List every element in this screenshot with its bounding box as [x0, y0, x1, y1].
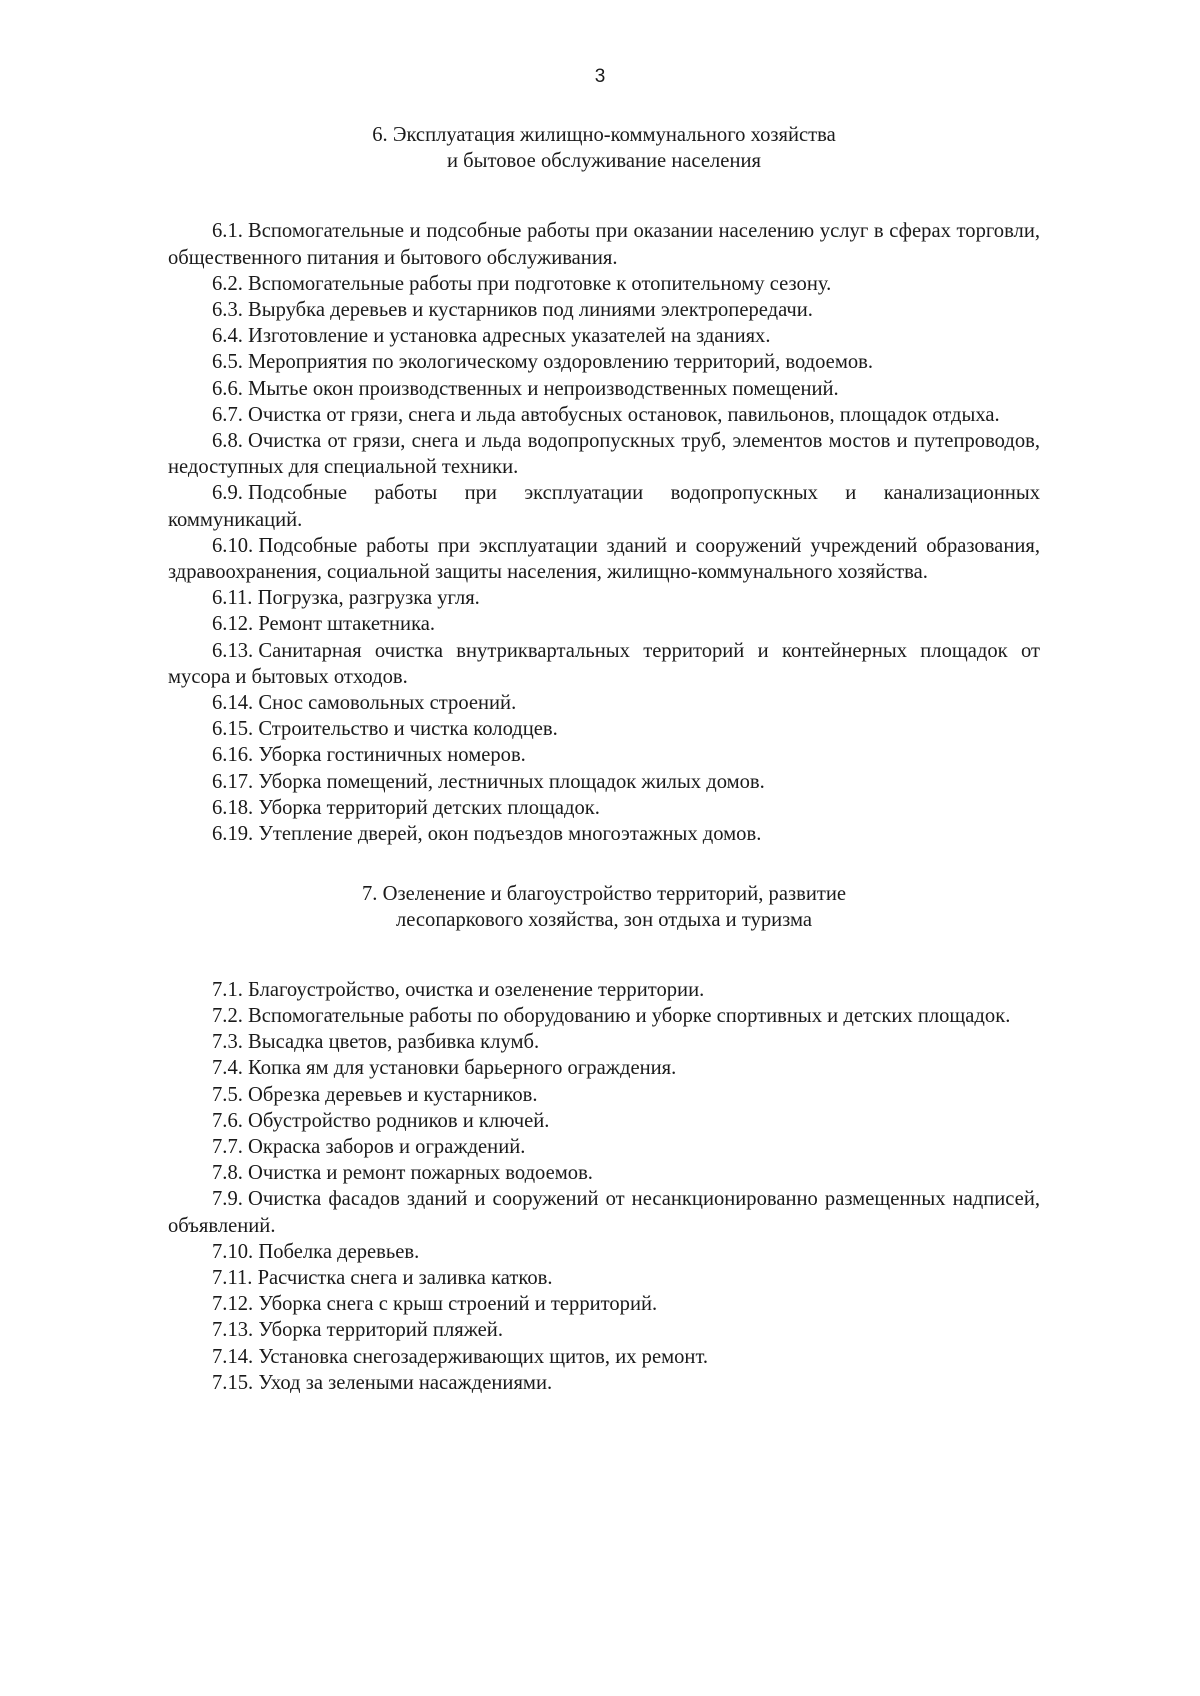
item-text: Мытье окон производственных и непроизводственных помещений. — [248, 377, 839, 400]
item-number: 7.13. — [212, 1319, 254, 1342]
item-number: 7.5. — [212, 1083, 243, 1106]
item-number: 6.18. — [212, 796, 254, 819]
list-item — [168, 1370, 1040, 1396]
list-item — [168, 376, 1040, 402]
item-number: 6.4. — [212, 325, 243, 348]
section-7-items — [168, 977, 1040, 1396]
item-text: Ремонт штакетника. — [258, 613, 436, 636]
list-item — [168, 821, 1040, 847]
section-title-line: 7. Озеленение и благоустройство территорий, развитие — [361, 883, 846, 906]
item-number: 6.5. — [212, 351, 243, 374]
item-text: Обустройство родников и ключей. — [248, 1109, 550, 1132]
list-item — [168, 1055, 1040, 1081]
section-title-6 — [168, 122, 1040, 174]
list-item — [168, 349, 1040, 375]
item-text: Погрузка, разгрузка угля. — [257, 587, 480, 610]
item-number: 6.17. — [212, 770, 254, 793]
list-item — [168, 1344, 1040, 1370]
item-number: 7.8. — [212, 1162, 243, 1185]
list-item — [168, 1291, 1040, 1317]
list-item — [168, 480, 1040, 532]
item-text: Мероприятия по экологическому оздоровлению территорий, водоемов. — [248, 351, 874, 374]
item-text: Очистка от грязи, снега и льда водопропускных труб, элементов мостов и путепроводов, недоступных для специальной техники. — [168, 430, 1040, 479]
item-number: 6.8. — [212, 430, 243, 453]
item-number: 6.6. — [212, 377, 243, 400]
item-text: Уборка гостиничных номеров. — [258, 744, 526, 767]
item-number: 6.19. — [212, 823, 254, 846]
list-item — [168, 533, 1040, 585]
item-text: Копка ям для установки барьерного ограждения. — [248, 1057, 677, 1080]
section-6-items — [168, 218, 1040, 847]
item-text: Окраска заборов и ограждений. — [248, 1135, 526, 1158]
list-item — [168, 716, 1040, 742]
item-number: 7.15. — [212, 1371, 254, 1394]
item-number: 6.15. — [212, 718, 254, 741]
item-number: 6.16. — [212, 744, 254, 767]
item-number: 6.1. — [212, 220, 243, 243]
item-number: 7.4. — [212, 1057, 243, 1080]
item-text: Вспомогательные работы при подготовке к отопительному сезону. — [248, 272, 832, 295]
item-text: Подсобные работы при эксплуатации водопропускных и канализационных коммуникаций. — [168, 482, 1040, 531]
section-title-line: лесопаркового хозяйства, зон отдыха и туризма — [395, 909, 813, 932]
item-number: 7.6. — [212, 1109, 243, 1132]
list-item — [168, 1186, 1040, 1238]
item-text: Утепление дверей, окон подъездов многоэтажных домов. — [258, 823, 762, 846]
list-item — [168, 585, 1040, 611]
list-item — [168, 611, 1040, 637]
list-item — [168, 1029, 1040, 1055]
item-text: Очистка фасадов зданий и сооружений от несанкционированно размещенных надписей, объявлений. — [168, 1188, 1040, 1237]
item-number: 6.3. — [212, 299, 243, 322]
list-item — [168, 297, 1040, 323]
item-text: Высадка цветов, разбивка клумб. — [248, 1031, 540, 1054]
item-text: Санитарная очистка внутриквартальных территорий и контейнерных площадок от мусора и бытовых отходов. — [168, 639, 1040, 688]
item-number: 6.11. — [212, 587, 253, 610]
item-number: 7.1. — [212, 978, 243, 1001]
list-item — [168, 1108, 1040, 1134]
item-number: 6.9. — [212, 482, 243, 505]
item-text: Обрезка деревьев и кустарников. — [248, 1083, 538, 1106]
list-item — [168, 769, 1040, 795]
list-item — [168, 402, 1040, 428]
item-text: Уход за зелеными насаждениями. — [258, 1371, 553, 1394]
item-text: Вырубка деревьев и кустарников под линиями электропередачи. — [248, 299, 813, 322]
item-text: Очистка и ремонт пожарных водоемов. — [248, 1162, 593, 1185]
item-text: Уборка помещений, лестничных площадок жилых домов. — [258, 770, 765, 793]
item-text: Изготовление и установка адресных указателей на зданиях. — [248, 325, 771, 348]
item-number: 7.2. — [212, 1004, 243, 1027]
item-text: Расчистка снега и заливка катков. — [257, 1266, 553, 1289]
item-number: 6.13. — [212, 639, 254, 662]
item-text: Уборка территорий пляжей. — [258, 1319, 503, 1342]
item-text: Очистка от грязи, снега и льда автобусных остановок, павильонов, площадок отдыха. — [248, 403, 1000, 426]
item-text: Вспомогательные и подсобные работы при оказании населению услуг в сферах торговли, общественного питания и бытового обслуживания. — [168, 220, 1040, 269]
list-item — [168, 977, 1040, 1003]
document-body — [168, 122, 1040, 1396]
section-title-7 — [168, 881, 1040, 933]
item-number: 7.11. — [212, 1266, 253, 1289]
item-text: Уборка территорий детских площадок. — [258, 796, 600, 819]
item-number: 7.10. — [212, 1240, 254, 1263]
item-text: Установка снегозадерживающих щитов, их ремонт. — [258, 1345, 709, 1368]
list-item — [168, 795, 1040, 821]
item-number: 7.7. — [212, 1135, 243, 1158]
list-item — [168, 1160, 1040, 1186]
list-item — [168, 323, 1040, 349]
item-number: 6.2. — [212, 272, 243, 295]
section-title-line: и бытовое обслуживание населения — [447, 150, 761, 173]
list-item — [168, 1239, 1040, 1265]
list-item — [168, 218, 1040, 270]
item-text: Побелка деревьев. — [258, 1240, 420, 1263]
item-number: 7.14. — [212, 1345, 254, 1368]
item-text: Строительство и чистка колодцев. — [258, 718, 558, 741]
item-number: 7.3. — [212, 1031, 243, 1054]
item-text: Вспомогательные работы по оборудованию и уборке спортивных и детских площадок. — [248, 1004, 1011, 1027]
item-number: 7.9. — [212, 1188, 243, 1211]
item-text: Подсобные работы при эксплуатации зданий и сооружений учреждений образования, здравоохранения, социальной защиты населения, жилищно-коммунального хозяйства. — [168, 534, 1040, 584]
list-item — [168, 271, 1040, 297]
list-item — [168, 690, 1040, 716]
section-title-line: 6. Эксплуатация жилищно-коммунального хозяйства — [372, 124, 836, 146]
item-number: 6.10. — [212, 534, 254, 557]
list-item — [168, 1134, 1040, 1160]
item-text: Снос самовольных строений. — [258, 692, 517, 715]
list-item — [168, 638, 1040, 690]
list-item — [168, 1265, 1040, 1291]
item-number: 7.12. — [212, 1293, 254, 1316]
item-number: 6.14. — [212, 692, 254, 715]
item-text: Благоустройство, очистка и озеленение территории. — [248, 978, 705, 1001]
list-item — [168, 1082, 1040, 1108]
list-item — [168, 428, 1040, 480]
list-item — [168, 1317, 1040, 1343]
page-number: 3 — [594, 66, 606, 87]
list-item — [168, 742, 1040, 768]
item-number: 6.12. — [212, 613, 254, 636]
item-number: 6.7. — [212, 403, 243, 426]
item-text: Уборка снега с крыш строений и территорий. — [258, 1293, 658, 1316]
list-item — [168, 1003, 1040, 1029]
